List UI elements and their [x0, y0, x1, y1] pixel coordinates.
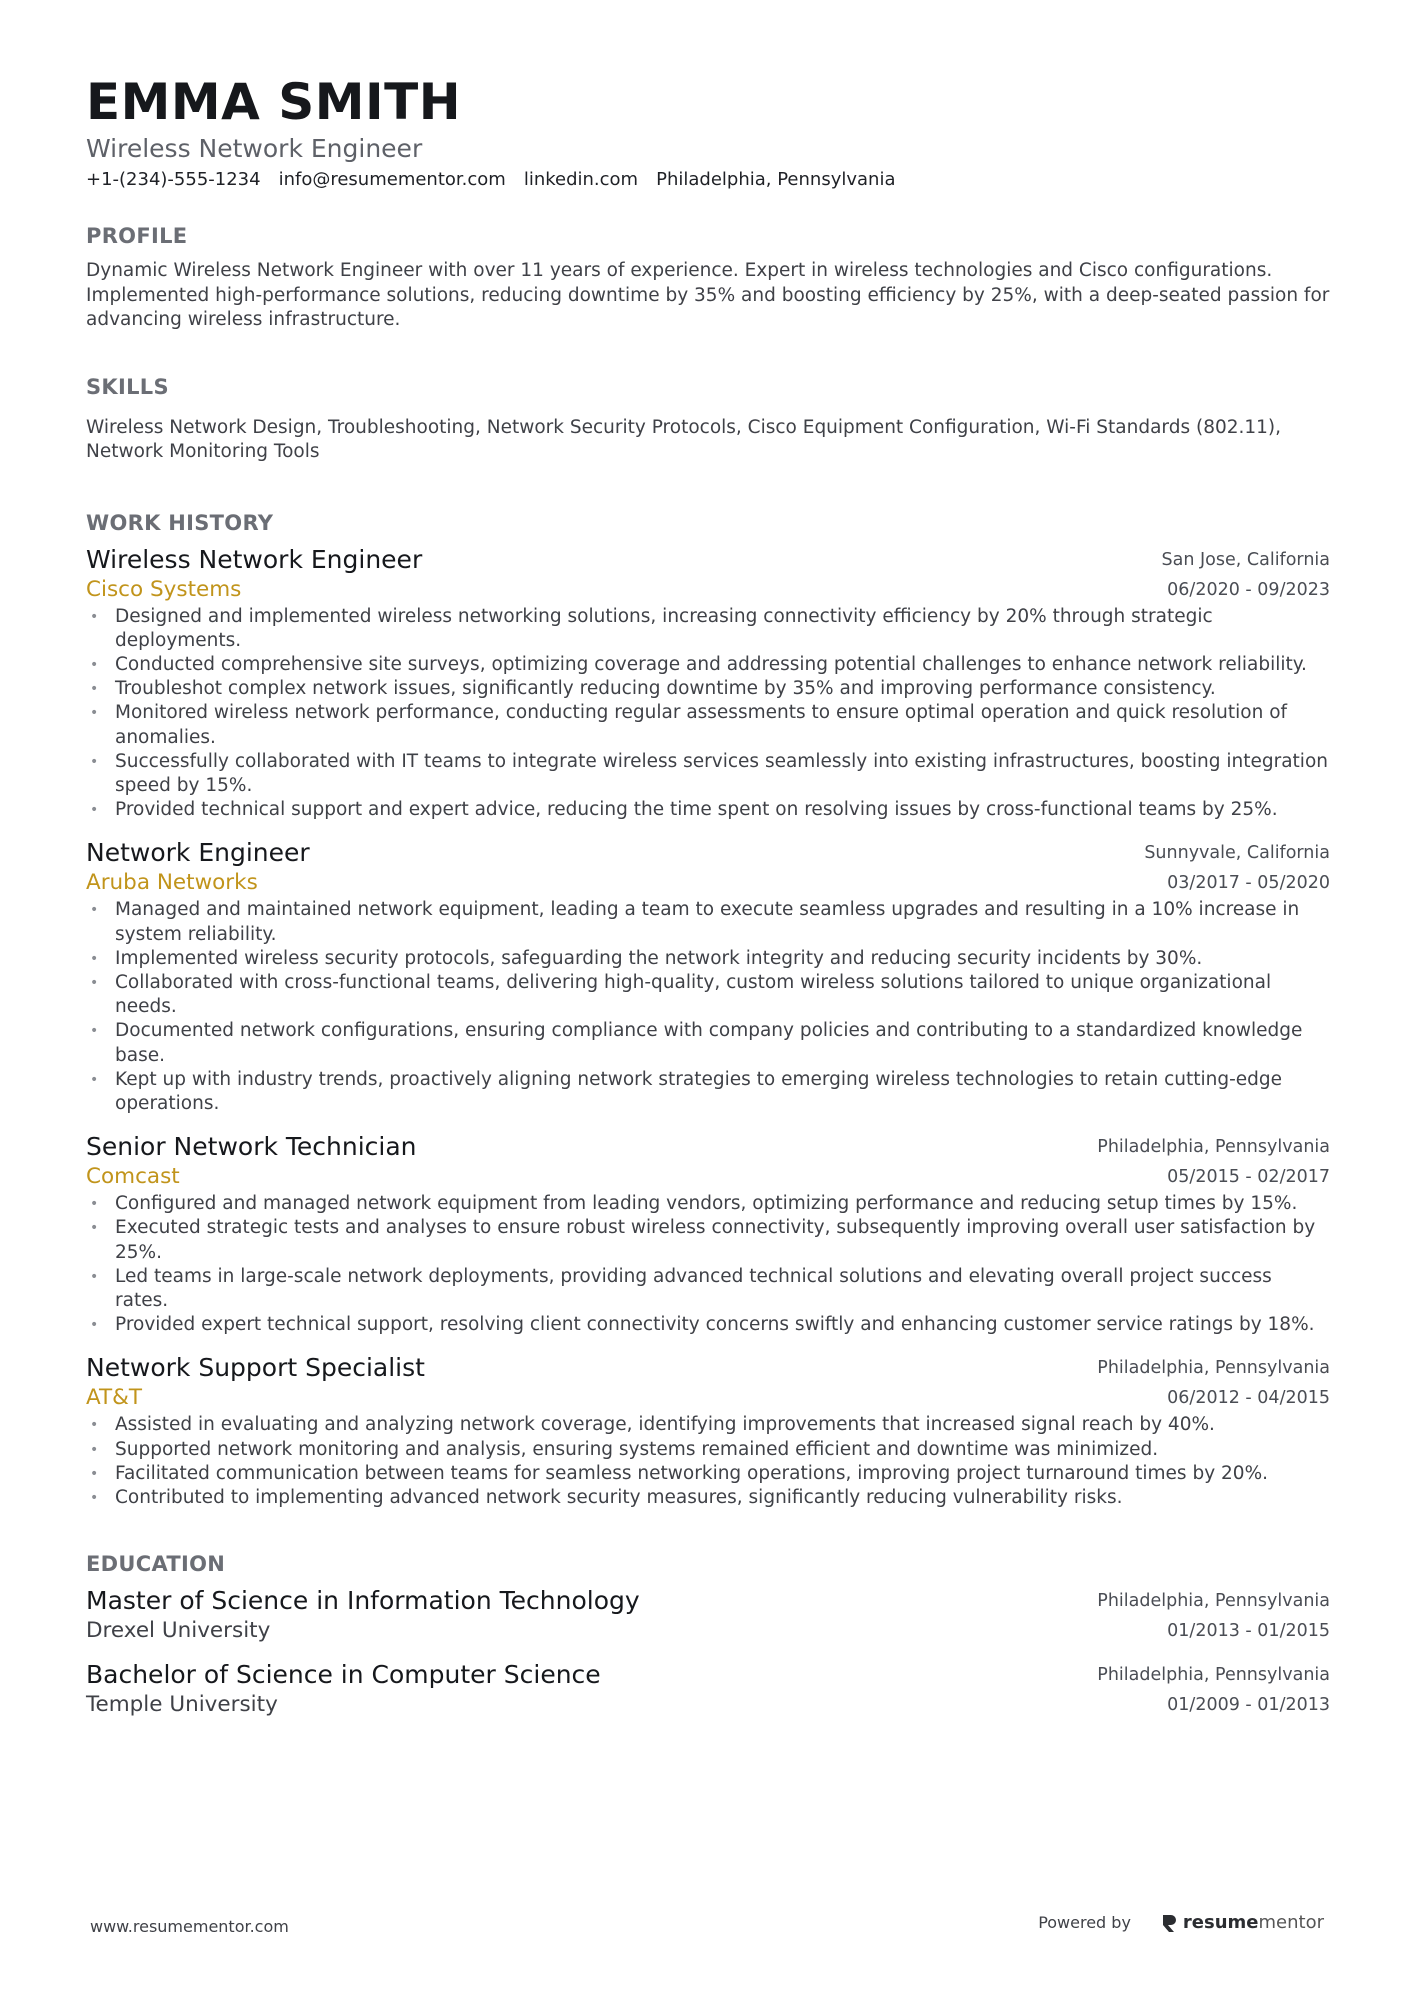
candidate-title: Wireless Network Engineer — [86, 134, 423, 163]
job-title-block — [86, 545, 1162, 605]
footer-branding — [1038, 1912, 1324, 1933]
job-bullet — [86, 898, 1330, 946]
job-bullet-text: Facilitated communication between teams for seamless networking operations, improving project turnaround times by 20%. — [115, 1462, 1269, 1484]
job-location: San Jose, California — [1161, 549, 1330, 570]
job-dates: 06/2012 - 04/2015 — [1167, 1388, 1330, 1409]
job-bullet-text: Implemented wireless security protocols, safeguarding the network integrity and reducing security incidents by 30%. — [115, 947, 1203, 969]
bullet-dot-icon: • — [90, 1220, 99, 1237]
job-header — [86, 545, 1330, 605]
powered-by-label: Powered by — [1038, 1913, 1131, 1932]
job-header — [86, 838, 1330, 898]
job-list — [86, 545, 1330, 1511]
job-entry — [86, 1353, 1330, 1510]
bullet-dot-icon: • — [90, 1071, 99, 1088]
job-bullet — [86, 971, 1330, 1019]
bullet-dot-icon: • — [90, 1465, 99, 1482]
education-list — [86, 1586, 1330, 1720]
profile-section — [86, 222, 1330, 333]
education-location: Philadelphia, Pennsylvania — [1097, 1591, 1330, 1612]
bullet-dot-icon: • — [90, 950, 99, 967]
education-meta — [1097, 1586, 1330, 1646]
job-dates: 06/2020 - 09/2023 — [1167, 579, 1330, 600]
job-bullets — [86, 605, 1330, 823]
job-location: Philadelphia, Pennsylvania — [1097, 1137, 1330, 1158]
education-meta — [1097, 1660, 1330, 1720]
job-entry — [86, 1132, 1330, 1337]
bullet-dot-icon: • — [90, 705, 99, 722]
education-school: Temple University — [86, 1692, 278, 1718]
job-bullet — [86, 1068, 1330, 1116]
bullet-dot-icon: • — [90, 681, 99, 698]
education-header — [86, 1586, 1330, 1646]
work-history-section — [86, 509, 1330, 1511]
education-degree-block — [86, 1660, 1097, 1720]
job-header — [86, 1132, 1330, 1192]
job-bullet — [86, 1192, 1330, 1216]
job-bullet — [86, 947, 1330, 971]
bullet-dot-icon: • — [90, 1268, 99, 1285]
candidate-name: EMMA SMITH — [86, 73, 462, 131]
work-history-heading: WORK HISTORY — [86, 510, 274, 535]
job-title-block — [86, 1132, 1097, 1192]
job-bullet-text: Supported network monitoring and analysis, ensuring systems remained efficient and downtime was minimized. — [115, 1438, 1159, 1460]
job-bullet — [86, 1265, 1330, 1313]
job-bullet-text: Contributed to implementing advanced network security measures, significantly reducing vulnerability risks. — [115, 1486, 1123, 1508]
job-bullet — [86, 701, 1330, 749]
job-title: Wireless Network Engineer — [86, 544, 423, 574]
job-bullet — [86, 1216, 1330, 1264]
education-school: Drexel University — [86, 1618, 271, 1644]
brand-name-bold: resume — [1182, 1912, 1259, 1933]
job-bullet — [86, 1413, 1330, 1437]
bullet-dot-icon: • — [90, 608, 99, 625]
job-bullets — [86, 1413, 1330, 1510]
brand-name-light: mentor — [1258, 1912, 1324, 1933]
job-location: Philadelphia, Pennsylvania — [1097, 1358, 1330, 1379]
bullet-dot-icon: • — [90, 753, 99, 770]
job-company: Cisco Systems — [86, 576, 242, 602]
bullet-dot-icon: • — [90, 1196, 99, 1213]
job-bullet-text: Documented network configurations, ensuring compliance with company policies and contributing to a standardized knowledge base. — [115, 1020, 1303, 1066]
job-bullets — [86, 898, 1330, 1116]
skills-text: Wireless Network Design, Troubleshooting, Network Security Protocols, Cisco Equipment Configuration, Wi-Fi Standards (802.11), Network Monitoring Tools — [86, 416, 1282, 462]
contact-email[interactable]: info@resumementor.com — [278, 169, 506, 190]
education-section — [86, 1550, 1330, 1720]
job-entry — [86, 545, 1330, 823]
job-bullet-text: Troubleshot complex network issues, significantly reducing downtime by 35% and improving performance consistency. — [115, 678, 1216, 700]
education-entry — [86, 1660, 1330, 1720]
education-degree: Bachelor of Science in Computer Science — [86, 1660, 601, 1690]
job-company: Aruba Networks — [86, 870, 258, 896]
profile-text: Dynamic Wireless Network Engineer with over 11 years of experience. Expert in wireless technologies and Cisco configurations. Implemented high-performance solutions, reducing downtime by 35% and boosting efficiency by 25%, with a deep-seated passion for advancing wireless infrastructure. — [86, 260, 1330, 330]
job-bullet — [86, 653, 1330, 677]
skills-heading: SKILLS — [86, 374, 169, 399]
job-bullet-text: Designed and implemented wireless networking solutions, increasing connectivity efficiency by 20% through strategic deployments. — [115, 605, 1213, 651]
job-bullet — [86, 750, 1330, 798]
bullet-dot-icon: • — [90, 656, 99, 673]
job-bullet-text: Assisted in evaluating and analyzing network coverage, identifying improvements that increased signal reach by 40%. — [115, 1414, 1215, 1436]
job-title: Network Support Specialist — [86, 1353, 425, 1383]
job-meta — [1162, 545, 1330, 605]
job-bullet-text: Conducted comprehensive site surveys, optimizing coverage and addressing potential challenges to enhance network reliability. — [115, 653, 1307, 675]
job-bullet-text: Led teams in large-scale network deployments, providing advanced technical solutions and elevating overall project success rates. — [115, 1265, 1272, 1311]
job-bullet — [86, 798, 1330, 822]
job-bullet-text: Monitored wireless network performance, conducting regular assessments to ensure optimal operation and quick resolution of anomalies. — [115, 702, 1288, 748]
education-location: Philadelphia, Pennsylvania — [1097, 1665, 1330, 1686]
job-location: Sunnyvale, California — [1144, 843, 1330, 864]
skills-section — [86, 373, 1330, 465]
job-bullet-text: Kept up with industry trends, proactively aligning network strategies to emerging wireless technologies to retain cutting-edge operations. — [115, 1068, 1283, 1114]
job-company: AT&T — [86, 1385, 143, 1411]
job-bullet-text: Collaborated with cross-functional teams, delivering high-quality, custom wireless solutions tailored to unique organizational needs. — [115, 971, 1272, 1018]
job-bullet-text: Managed and maintained network equipment, leading a team to execute seamless upgrades and resulting in a 10% increase in system reliability. — [115, 899, 1300, 945]
job-meta — [1144, 838, 1330, 898]
education-header — [86, 1660, 1330, 1720]
job-title-block — [86, 838, 1144, 898]
job-bullet-text: Successfully collaborated with IT teams to integrate wireless services seamlessly into existing infrastructures, boosting integration speed by 15%. — [115, 750, 1328, 796]
job-meta — [1097, 1353, 1330, 1413]
bullet-dot-icon: • — [90, 1023, 99, 1040]
job-bullet — [86, 1438, 1330, 1462]
job-bullet — [86, 1313, 1330, 1337]
contact-line — [86, 168, 1330, 192]
education-degree: Master of Science in Information Technology — [86, 1586, 640, 1616]
resume-page — [86, 72, 1330, 1734]
job-bullet-text: Provided expert technical support, resolving client connectivity concerns swiftly and enhancing customer service ratings by 18%. — [115, 1314, 1315, 1336]
job-bullet — [86, 1486, 1330, 1510]
bullet-dot-icon: • — [90, 1417, 99, 1434]
job-dates: 03/2017 - 05/2020 — [1167, 873, 1330, 894]
contact-linkedin[interactable]: linkedin.com — [523, 169, 639, 190]
education-degree-block — [86, 1586, 1097, 1646]
bullet-dot-icon: • — [90, 1489, 99, 1506]
bullet-dot-icon: • — [90, 802, 99, 819]
job-bullet-text: Configured and managed network equipment from leading vendors, optimizing performance and reducing setup times by 15%. — [115, 1193, 1298, 1215]
job-bullets — [86, 1192, 1330, 1337]
education-heading: EDUCATION — [86, 1552, 226, 1577]
job-entry — [86, 838, 1330, 1116]
footer-website[interactable]: www.resumementor.com — [90, 1917, 289, 1936]
job-meta — [1097, 1132, 1330, 1192]
job-dates: 05/2015 - 02/2017 — [1167, 1167, 1330, 1188]
contact-location: Philadelphia, Pennsylvania — [656, 169, 896, 190]
job-title: Network Engineer — [86, 838, 310, 868]
job-company: Comcast — [86, 1164, 180, 1190]
brand-logo[interactable] — [1161, 1912, 1324, 1933]
bullet-dot-icon: • — [90, 974, 99, 991]
bullet-dot-icon: • — [90, 1317, 99, 1334]
contact-phone: +1-(234)-555-1234 — [86, 169, 261, 190]
education-dates: 01/2009 - 01/2013 — [1167, 1695, 1330, 1716]
education-entry — [86, 1586, 1330, 1646]
job-bullet — [86, 1462, 1330, 1486]
job-header — [86, 1353, 1330, 1413]
job-bullet-text: Executed strategic tests and analyses to ensure robust wireless connectivity, subsequently improving overall user satisfaction by 25%. — [115, 1217, 1316, 1263]
resumementor-logo-icon — [1161, 1913, 1177, 1933]
job-bullet — [86, 605, 1330, 653]
education-dates: 01/2013 - 01/2015 — [1167, 1621, 1330, 1642]
bullet-dot-icon: • — [90, 1441, 99, 1458]
job-title-block — [86, 1353, 1097, 1413]
job-bullet-text: Provided technical support and expert advice, reducing the time spent on resolving issues by cross-functional teams by 25%. — [115, 799, 1278, 821]
bullet-dot-icon: • — [90, 902, 99, 919]
job-bullet — [86, 1019, 1330, 1067]
profile-heading: PROFILE — [86, 224, 188, 248]
job-title: Senior Network Technician — [86, 1132, 417, 1162]
job-bullet — [86, 677, 1330, 701]
